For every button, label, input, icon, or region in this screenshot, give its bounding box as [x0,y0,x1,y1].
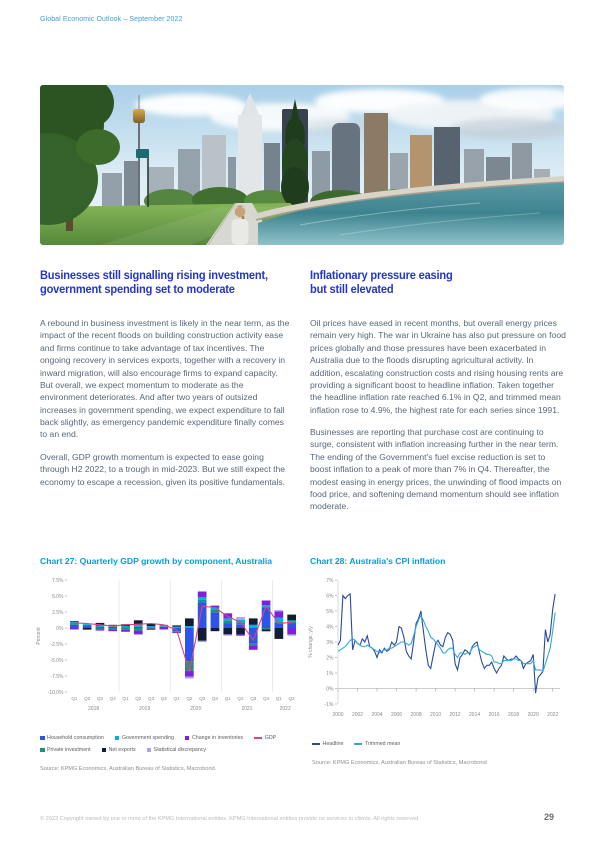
paragraph: Oil prices have eased in recent months, but overall energy prices remain very high. The war in Ukraine has also put pressure on food prices globally and those pressures have been exacerbated in Australia due to the floods disrupting agricultural activity. In addition, escalating construction costs and rising housing rents are providing a significant boost to headline inflation. Taken together the headline inflation rate reached 6.1% in Q2, and trimmed mean inflation rose to 4.9%, the highest rate for each series since 1991. [310,318,566,415]
svg-text:Q1: Q1 [224,696,231,701]
legend-label: Change in inventories [191,735,244,741]
legend-item [147,747,206,753]
chart27-legend [40,735,302,753]
heading-line: government spending set to moderate [40,282,235,297]
svg-text:3%: 3% [326,639,334,646]
chart27-source: Source: KPMG Economics, Australian Bureau of Statistics, Macrobond. [40,766,217,772]
svg-text:Q4: Q4 [263,696,270,701]
chart27-svg [34,574,302,724]
chart28-caption: Chart 28: Australia's CPI inflation [310,556,446,566]
chart28-legend [312,741,566,747]
gdp-component-bars [70,592,296,679]
legend-item [115,735,174,741]
legend-item [312,741,343,747]
body-column-left [40,317,292,498]
svg-text:Q2: Q2 [186,696,193,701]
legend-item [185,735,243,741]
report-header: Global Economic Outlook – September 2022 [40,16,183,23]
headline-line [338,594,555,693]
legend-item [254,735,276,741]
svg-text:2020: 2020 [190,706,202,712]
svg-text:Percent: Percent [36,627,42,645]
heading-line: Businesses still signalling rising investment, [40,268,268,282]
svg-text:2018: 2018 [508,712,520,718]
copyright-footer: © 2022 Copyright owned by one or more of the KPMG International entities. KPMG International entities provide no services to clients. All rights reserved. [40,816,420,822]
legend-label: Net exports [108,747,136,753]
legend-label: GDP [264,735,277,741]
svg-text:2019: 2019 [139,706,151,712]
section-heading-left [40,268,310,297]
section-heading-right [310,268,570,297]
svg-text:2004: 2004 [371,712,383,718]
trimmed-mean-line [338,613,555,672]
svg-text:2018: 2018 [88,706,100,712]
svg-text:2%: 2% [326,655,334,662]
legend-label: Statistical discrepancy [153,747,207,753]
chart28-plot [306,574,566,735]
chart28-svg [306,574,566,730]
gdp-line [74,606,291,671]
svg-text:2006: 2006 [390,712,403,718]
svg-text:4%: 4% [326,624,334,631]
svg-text:2000: 2000 [332,712,344,718]
page-number: 29 [544,812,555,822]
svg-text:2022: 2022 [547,712,559,718]
svg-text:Q2: Q2 [288,696,295,701]
body-column-right [310,317,567,523]
svg-text:6%: 6% [326,593,334,600]
svg-text:Q4: Q4 [160,696,167,701]
svg-text:Q3: Q3 [250,696,257,701]
legend-item [102,747,136,753]
paragraph: Businesses are reporting that purchase cost are continuing to surge, consistent with inflation increasing further in the near term. The ending of the Government's fuel excise reduction is set to boost inflation to a peak of more than 7% in Q4. Thereafter, the modest easing in energy prices, the unwinding of flood impacts on food price, and softening demand momentum should see inflation moderate. [310,427,562,512]
svg-text:2002: 2002 [351,712,364,718]
svg-text:Q3: Q3 [199,696,206,701]
svg-text:0%: 0% [56,625,64,632]
legend-label: Private investment [47,747,91,753]
svg-text:2008: 2008 [410,712,422,718]
svg-text:-5.0%: -5.0% [50,657,64,664]
svg-text:7%: 7% [326,577,334,584]
svg-text:2010: 2010 [430,712,442,718]
svg-text:1%: 1% [326,670,334,677]
svg-text:5.0%: 5.0% [52,593,64,600]
chart28-cpi-inflation [306,574,566,766]
legend-label: Government spending [121,735,174,741]
svg-text:2016: 2016 [488,712,500,718]
chart27-plot [34,574,302,729]
svg-text:Q1: Q1 [122,696,129,701]
legend-label: Headline [322,741,344,747]
svg-text:Q1: Q1 [275,696,282,701]
chart28-source: Source: KPMG Economics, Australian Bureau of Statistics, Macrobond [312,760,487,766]
hero-photo-sydney-skyline [40,85,564,245]
chart27-caption: Chart 27: Quarterly GDP growth by component, Australia [40,556,273,566]
svg-text:2012: 2012 [449,712,461,718]
svg-text:0%: 0% [326,686,334,693]
svg-text:5%: 5% [326,608,334,615]
svg-text:Q3: Q3 [96,696,103,701]
chart27-gdp-growth-by-component [34,574,302,772]
svg-text:-10.0%: -10.0% [47,689,64,696]
legend-label: Trimmed mean [364,741,401,747]
svg-text:2020: 2020 [527,712,539,718]
svg-text:-2.5%: -2.5% [50,641,64,648]
legend-item [40,747,91,753]
svg-text:% change, y/y: % change, y/y [308,626,314,658]
legend-item [40,735,104,741]
svg-text:Q4: Q4 [211,696,218,701]
svg-text:2021: 2021 [241,706,253,712]
paragraph: A rebound in business investment is likely in the near term, as the impact of the recent floods on building construction activity ease and firms continue to take advantage of tax incentives. The ongoing recovery in services exports, together with a recovery in inward migration, will also encourage firms to expand capacity. But overall, we expect momentum to moderate as the environment deteriorates. And after two years of outsized increases in government spending, we expect expenditure to fall back slightly, as emergency pandemic expenditure finally comes to an end. [40,318,290,440]
svg-text:2014: 2014 [469,712,481,718]
svg-text:Q2: Q2 [237,696,244,701]
svg-text:Q1: Q1 [173,696,180,701]
svg-text:7.5%: 7.5% [52,577,64,584]
svg-text:-1%: -1% [324,701,334,708]
paragraph: Overall, GDP growth momentum is expected to ease going through H2 2022, to a trough in mid-2023. But we still expect the economy to escape a recession, given its positive fundamentals. [40,451,286,487]
legend-label: Household consumption [47,735,104,741]
heading-line: but still elevated [310,282,394,297]
legend-item [354,741,400,747]
sydney-photo-illustration [40,85,564,245]
heading-line: Inflationary pressure easing [310,268,453,282]
svg-text:Q2: Q2 [135,696,142,701]
svg-text:2.5%: 2.5% [52,609,64,616]
svg-text:Q4: Q4 [109,696,116,701]
svg-text:-7.5%: -7.5% [50,673,64,680]
svg-text:Q1: Q1 [71,696,78,701]
svg-text:Q2: Q2 [84,696,91,701]
svg-text:Q3: Q3 [148,696,155,701]
svg-text:2022: 2022 [279,706,291,712]
